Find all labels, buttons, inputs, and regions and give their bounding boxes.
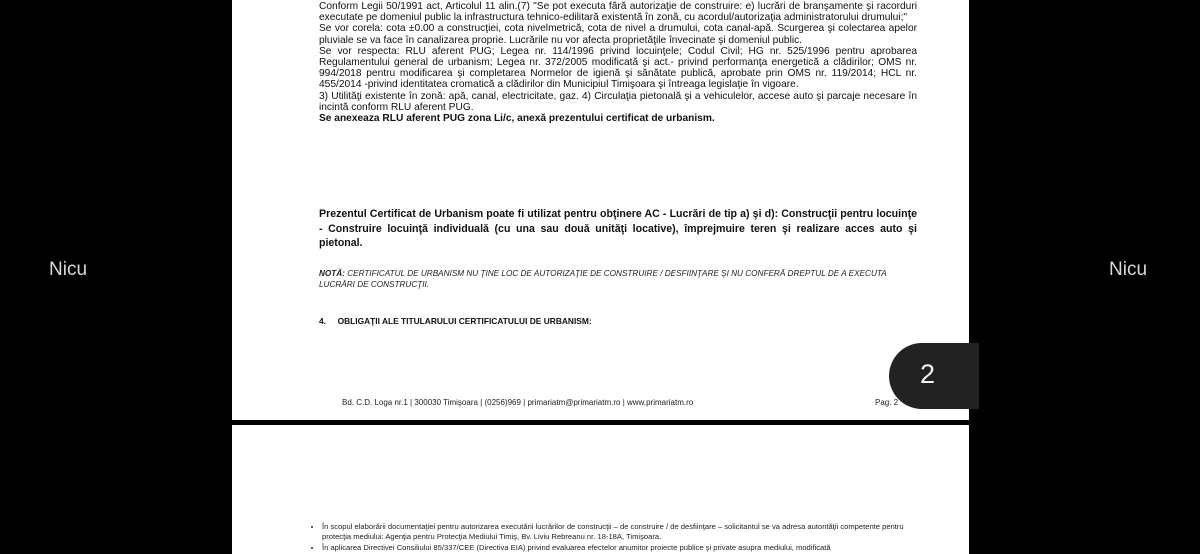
paragraph-legislatie: Se vor respecta: RLU aferent PUG; Legea nr. 114/1996 privind locuinţele; Codul Civil; HG nr. 525/1996 pentru aprobarea Regulamentului general de urbanism; Legea nr. 372/2005 modificată şi act.- privind performanţa energetică a clădirilor; OMS nr. 994/2018 pentru modificarea şi completarea Normelor de igienă şi sănătate publică, aprobate prin OMS nr. 119/2014; HCL nr. 455/2014 -privind identitatea cromatică a clădirilor din Municipiul Timişoara şi întreaga legislaţie în vigoare. [319, 45, 917, 91]
list-item: • În scopul elaborării documentaţiei pentru autorizarea executării lucrărilor de construcţii – de construire / de desfiinţare – solicitantul se va adresa autorităţii competente pentru protecţia mediului: Agenţia pentru Protecţia Mediului Timiş, Bv. Liviu Rebreanu nr. 18-18A, Timişoara. [322, 522, 928, 541]
paragraph-utilitati: 3) Utilităţi existente în zonă: apă, canal, electricitate, gaz. 4) Circulaţia pietonală şi a vehiculelor, accese auto şi parcaje necesare în incintă conform RLU aferent PUG. [319, 90, 917, 113]
annex-line: Se anexeaza RLU aferent PUG zona Li/c, anexă prezentului certificat de urbanism. [319, 113, 715, 125]
body-text [319, 1, 917, 124]
page-footer: Bd. C.D. Loga nr.1 | 300030 Timişoara | (0256)969 | primariatm@primariatm.ro | www.primariatm.ro [342, 398, 694, 407]
nota [319, 268, 899, 290]
paragraph-cote: Se vor corela: cota ±0.00 a construcţiei, cota nivelmetrică, cota de nivel a drumului, cota canal-apă. Scurgerea şi colectarea apelor pluviale se va face în canalizarea proprie. Lucrările nu vor afecta proprietăţile învecinate şi domeniul public. [319, 23, 917, 46]
paragraph-legea-50: Conform Legii 50/1991 act, Articolul 11 alin.(7) "Se pot executa fără autorizaţie de construire: e) lucrări de branşamente şi racorduri executate pe domeniul public la infrastructura tehnico-edilitară existentă în zonă, cu acordul/autorizaţia administratorului drumului;" [319, 1, 917, 24]
list-item: • În aplicarea Directivei Consiliului 85/337/CEE (Directiva EIA) privind evaluarea efectelor anumitor proiecte publice şi private asupra mediului, modificată [322, 543, 928, 547]
document-page-1 [232, 0, 969, 420]
certificate-statement: Prezentul Certificat de Urbanism poate fi utilizat pentru obţinere AC - Lucrări de tip a) şi d): Construcţii pentru locuinţe - Construire locuinţă individuală (cu una sau două unităţi locative), împrejmuire teren şi realizare acces auto şi pietonal. [319, 208, 917, 250]
bullet-list [308, 522, 928, 553]
nota-text: CERTIFICATUL DE URBANISM NU ŢINE LOC DE AUTORIZAŢIE DE CONSTRUIRE / DESFIINŢARE ŞI NU CONFERĂ DREPTUL DE A EXECUTA LUCRĂRI DE CONSTRUCŢII. [319, 269, 887, 290]
document-page-2 [232, 425, 969, 554]
page-number-label: Pag. 2 [875, 398, 899, 407]
nota-prefix: NOTĂ: [319, 269, 345, 278]
section-4-heading: 4. OBLIGAŢII ALE TITULARULUI CERTIFICATULUI DE URBANISM: [319, 316, 592, 326]
side-caption-left: Nicu [49, 259, 88, 280]
side-caption-right: Nicu [1109, 259, 1148, 280]
page-indicator-number: 2 [920, 359, 936, 389]
